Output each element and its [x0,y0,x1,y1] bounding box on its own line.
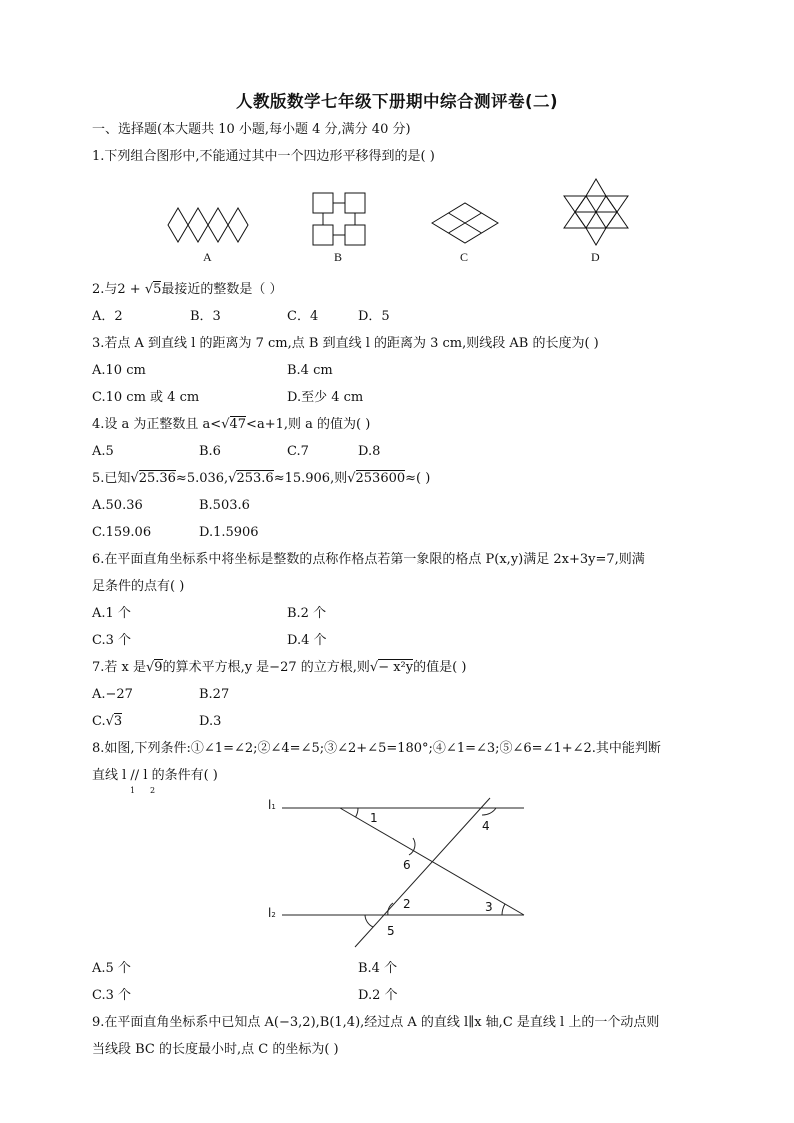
q1-label-a: A [203,250,212,264]
angle-label-1: 1 [370,811,378,825]
angle-4-arc [482,808,496,815]
q8-option-d: D.2 个 [358,988,398,1003]
q3-option-c: C.10 cm 或 4 cm [92,390,200,405]
q7-radicand-1: 9 [154,660,163,675]
q8-subscript-1: 1 [130,786,136,795]
q7-part-2: 的算术平方根,y 是−27 的立方根,则 [162,660,370,675]
q5-option-d: D.1.5906 [199,525,259,540]
q5-root-sign-3: √ [347,471,356,486]
q7-option-c [92,714,122,730]
q1-label-b: B [334,250,343,264]
angle-label-5: 5 [387,924,395,938]
q2-stem-pre: 2.与2 + [92,282,145,297]
q4-option-c: C.7 [287,444,309,459]
q8-option-c: C.3 个 [92,988,132,1003]
q2-option-c: C．4 [287,309,319,324]
q6-option-c: C.3 个 [92,633,132,648]
question-4-stem [92,417,370,433]
q2-radicand: 5 [153,282,162,297]
angle-label-4: 4 [482,819,490,833]
label-l2-text: l [268,906,272,920]
question-2-stem [92,282,283,298]
q2-option-b: B．3 [190,309,221,324]
q7-part-1: 7.若 x 是 [92,660,146,675]
q5-root-sign-1: √ [130,471,139,486]
q7-option-c-radicand: 3 [113,714,123,729]
q7-option-a: A.−27 [92,687,133,702]
q4-option-d: D.8 [358,444,381,459]
q7-option-b: B.27 [199,687,230,702]
angle-label-3: 3 [485,900,493,914]
label-l2 [268,905,276,923]
q2-stem-post: 最接近的整数是（ ） [161,282,283,297]
label-l2-sub: 2 [271,911,276,919]
label-l1-text: l [268,798,272,812]
q2-option-a: A．2 [92,309,123,324]
q6-option-d: D.4 个 [287,633,327,648]
q1-figure-b [313,193,365,245]
q7-option-c-root-sign: √ [105,714,114,729]
q4-stem-pre: 4.设 a 为正整数且 a< [92,417,222,432]
q8-option-b: B.4 个 [358,961,398,976]
q4-option-a: A.5 [92,444,114,459]
question-6-line-1: 6.在平面直角坐标系中将坐标是整数的点称作格点若第一象限的格点 P(x,y)满足 2x+3y=7,则满 [92,552,645,567]
question-7-stem [92,660,466,676]
question-9-line-2: 当线段 BC 的长度最小时,点 C 的坐标为( ) [92,1042,339,1057]
q5-radicand-2: 253.6 [236,471,274,486]
question-9-line-1: 9.在平面直角坐标系中已知点 A(−3,2),B(1,4),经过点 A 的直线 l∥x 轴,C 是直线 l 上的一个动点则 [92,1015,660,1030]
angle-3-arc [502,904,505,915]
angle-5-arc [365,915,373,927]
q7-option-d: D.3 [199,714,222,729]
q1-figure-a [168,208,248,242]
q7-option-c-label: C. [92,714,106,729]
page-title: 人教版数学七年级下册期中综合测评卷(二) [235,92,559,111]
question-3-stem: 3.若点 A 到直线 l 的距离为 7 cm,点 B 到直线 l 的距离为 3 cm,则线段 AB 的长度为( ) [92,336,599,351]
q5-option-a: A.50.36 [92,498,143,513]
q5-part-4: ≈( ) [405,471,431,486]
q4-option-b: B.6 [199,444,221,459]
q5-part-2: ≈5.036, [175,471,229,486]
question-8-line-2: 直线 l // l 的条件有( ) [92,768,218,783]
q3-option-a: A.10 cm [92,363,146,378]
angle-2-arc [388,903,393,915]
q3-option-d: D.至少 4 cm [287,390,364,405]
q6-option-a: A.1 个 [92,606,131,621]
label-l1 [268,797,276,815]
question-6-line-2: 足条件的点有( ) [92,579,185,594]
q7-part-3: 的值是( ) [413,660,467,675]
question-5-stem [92,471,430,487]
q7-radicand-2: − x²y [378,660,414,675]
q5-radicand-3: 253600 [355,471,406,486]
q4-stem-post: <a+1,则 a 的值为( ) [246,417,371,432]
q3-option-b: B.4 cm [287,363,333,378]
q5-radicand-1: 25.36 [138,471,176,486]
q8-option-a: A.5 个 [92,961,131,976]
q5-part-1: 5.已知 [92,471,131,486]
q1-figure-d [564,179,628,245]
q5-root-sign-2: √ [228,471,237,486]
q7-root-sign-2: √ [369,660,379,675]
question-8-line-1: 8.如图,下列条件:①∠1=∠2;②∠4=∠5;③∠2+∠5=180°;④∠1=∠3;⑤∠6=∠1+∠2.其中能判断 [92,741,661,756]
angle-label-6: 6 [403,858,411,872]
q1-label-d: D [591,250,600,264]
angle-6-arc [409,838,415,855]
q1-label-c: C [460,250,469,264]
q4-root-sign: √ [221,417,230,432]
q7-root-sign-1: √ [146,660,155,675]
q2-root-sign: √ [144,282,154,297]
q5-part-3: ≈15.906,则 [273,471,348,486]
section-heading: 一、选择题(本大题共 10 小题,每小题 4 分,满分 40 分) [92,122,411,137]
q6-option-b: B.2 个 [287,606,327,621]
q2-option-d: D．5 [358,309,390,324]
angle-1-arc [356,808,358,817]
q5-option-b: B.503.6 [199,498,250,513]
q5-option-c: C.159.06 [92,525,152,540]
label-l1-sub: 1 [271,803,276,811]
angle-label-2: 2 [403,897,411,911]
q8-subscript-2: 2 [150,786,156,795]
q4-radicand: 47 [229,417,247,432]
question-1-stem: 1.下列组合图形中,不能通过其中一个四边形平移得到的是( ) [92,149,435,164]
q1-figure-c [432,203,498,243]
q8-figure [262,795,532,955]
